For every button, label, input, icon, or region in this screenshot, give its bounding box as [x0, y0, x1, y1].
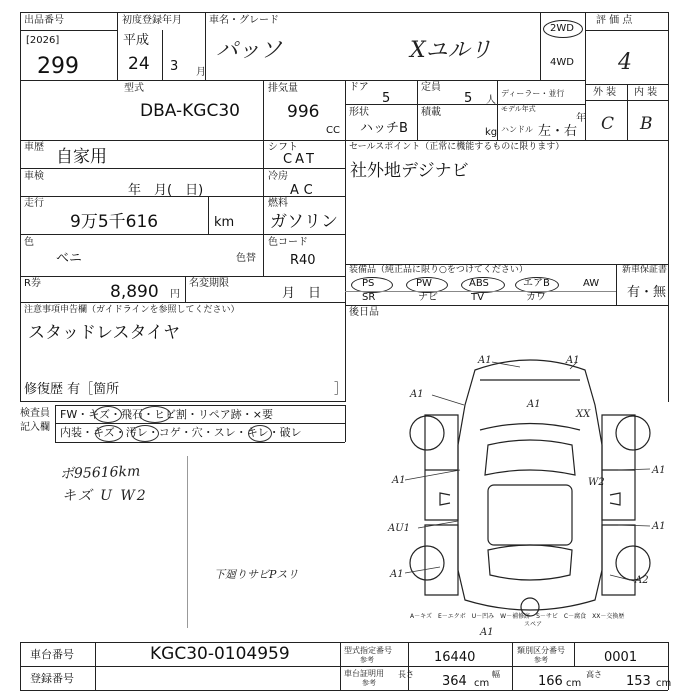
repaint-label: 色替: [236, 253, 256, 264]
reg-month: 3: [170, 59, 179, 74]
divider: [512, 642, 513, 690]
tax: 8,890: [110, 282, 159, 302]
hw-lower-note: 下廻りサビPスリ: [214, 568, 299, 581]
divider: [55, 405, 345, 406]
length-label: 長さ: [398, 670, 414, 679]
diagram-mark: A1: [392, 475, 406, 486]
notes-label: 注意事項申告欄（ガイドラインを参照してください）: [24, 305, 240, 315]
car-name: パッソ: [216, 38, 283, 63]
model-year-label: モデル年式: [501, 105, 536, 113]
equip-tv: TV: [471, 292, 484, 303]
type-cert-label: 型式指定番号: [344, 646, 392, 655]
cm-unit: cm: [474, 678, 490, 689]
hw-scratch-note: キズ U W2: [62, 488, 148, 504]
repair-history: 修復歴 有［箇所: [24, 382, 120, 397]
inspector-label-1: 検査員: [20, 408, 50, 419]
reg-label: 初度登録年月: [122, 15, 182, 26]
divider: [55, 442, 345, 443]
drive-2wd: 2WD: [550, 23, 574, 34]
divider: [55, 423, 345, 424]
diagram-mark: A1: [652, 465, 666, 476]
diagram-mark: A1: [566, 355, 580, 366]
frame-left: [20, 12, 21, 402]
displacement: 996: [287, 102, 320, 122]
divider: [20, 642, 668, 643]
era: 平成: [123, 33, 150, 48]
chassis-label: 車台番号: [30, 648, 74, 661]
diagram-mark: A2: [635, 575, 649, 586]
diagram-mark: XX: [576, 409, 591, 420]
divider: [20, 80, 585, 81]
model: DBA-KGC30: [140, 101, 240, 121]
capacity-unit: 人: [486, 95, 496, 106]
height-label: 高さ: [586, 670, 602, 679]
capacity: 5: [464, 91, 473, 106]
shift-label: シフト: [268, 142, 298, 153]
hw-odometer-note: ボ95616km: [59, 463, 141, 483]
divider: [20, 234, 345, 235]
diagram-mark: A1: [390, 569, 404, 580]
yen-unit: 円: [170, 289, 180, 300]
diagram-mark: A1: [480, 627, 494, 638]
diagram-mark: A1: [527, 399, 541, 410]
divider: [497, 80, 498, 140]
interior-label: 内 装: [634, 87, 658, 98]
cm-unit: cm: [566, 678, 582, 689]
exterior-label: 外 装: [593, 87, 617, 98]
tax-label: R券: [24, 278, 41, 289]
back-seat-label: 後日品: [349, 307, 379, 318]
mark-circle: [248, 425, 272, 442]
chassis: KGC30-0104959: [150, 644, 290, 664]
divider: [345, 405, 346, 442]
shift: CAT: [283, 152, 317, 167]
divider: [187, 456, 188, 628]
score-label: 評 価 点: [596, 15, 633, 26]
divider: [20, 302, 345, 303]
reg-number-label: 登録番号: [30, 672, 74, 685]
equip-pw: PW: [416, 278, 432, 289]
divider: [616, 264, 617, 306]
divider: [345, 140, 346, 402]
lot-label: 出品番号: [24, 15, 64, 26]
divider: [340, 666, 668, 667]
year-unit: 年: [576, 113, 586, 124]
cc-unit: CC: [326, 125, 340, 136]
ac: AC: [290, 183, 318, 198]
divider: [208, 196, 209, 234]
divider: [574, 642, 575, 666]
divider: [20, 30, 117, 31]
inspection-date: 年 月( 日): [128, 183, 204, 198]
divider: [185, 276, 186, 302]
doors-label: ドア: [349, 82, 369, 93]
spare-label: スペア: [524, 621, 543, 628]
type-cert: 16440: [434, 650, 476, 665]
divider: [345, 80, 346, 140]
ref-label: 参考: [534, 656, 548, 664]
equip-leather: カワ: [526, 292, 546, 303]
diagram-mark: A1: [652, 521, 666, 532]
color: ベニ: [56, 251, 83, 266]
handle-label: ハンドル: [501, 125, 533, 134]
sales-label: セールスポイント（正常に機能するものに限ります）: [349, 142, 565, 152]
equip-navi: ナビ: [418, 292, 438, 303]
divider: [95, 642, 96, 690]
mileage-label: 走行: [24, 198, 44, 209]
km-unit: km: [214, 215, 235, 230]
divider: [540, 12, 541, 80]
divider: [20, 642, 21, 690]
mileage: 9万5千616: [70, 212, 159, 232]
load-label: 積載: [421, 107, 441, 118]
divider: [408, 642, 409, 690]
grade: Xユルリ: [410, 38, 492, 63]
ref-label: 参考: [362, 679, 376, 687]
divider: [627, 84, 628, 140]
divider: [345, 291, 616, 292]
divider: [20, 690, 668, 691]
divider: [263, 140, 264, 276]
color-code: R40: [290, 253, 316, 268]
score: 4: [618, 50, 632, 75]
interior-grade: B: [640, 114, 653, 134]
divider: [263, 80, 264, 140]
body-label: 形状: [349, 107, 369, 118]
width: 166: [538, 674, 563, 689]
fuel-label: 燃料: [268, 198, 288, 209]
diagram-mark: AU1: [388, 523, 411, 534]
reg-year: 24: [128, 54, 150, 74]
history: 自家用: [56, 147, 107, 167]
width-label: 幅: [492, 670, 500, 679]
divider: [20, 401, 345, 402]
inspector-fw-row: FW・キズ・飛石・ヒビ割・リペア跡・×要: [60, 408, 273, 421]
month-unit: 月: [196, 67, 206, 78]
capacity-label: 定員: [421, 82, 441, 93]
warranty: 有・無: [627, 285, 667, 300]
name-change-label: 名変期限: [189, 278, 229, 289]
dealer-label: ディーラー・並行: [501, 89, 565, 98]
divider: [585, 30, 668, 31]
divider: [345, 305, 668, 306]
divider: [417, 80, 418, 140]
height: 153: [626, 674, 651, 689]
frame-right: [668, 12, 669, 402]
lot-code: [2026]: [26, 35, 60, 46]
name-label: 車名・グレード: [209, 15, 279, 26]
diagram-mark: W2: [588, 477, 605, 488]
equip-sr: SR: [362, 292, 376, 303]
history-label: 車歴: [24, 142, 44, 153]
handle: 左・右: [538, 124, 578, 139]
repair-close: ］: [334, 382, 348, 397]
divider: [117, 12, 118, 80]
equip-aw: AW: [583, 278, 600, 289]
equip-abs: ABS: [469, 278, 489, 289]
divider: [20, 276, 345, 277]
fuel: ガソリン: [270, 212, 338, 232]
ref-label: 参考: [360, 656, 374, 664]
drive-4wd: 4WD: [550, 57, 574, 68]
divider: [20, 666, 340, 667]
divider: [162, 30, 163, 80]
divider: [20, 168, 345, 169]
class-label: 類別区分番号: [517, 646, 565, 655]
color-code-label: 色コード: [268, 237, 308, 248]
body: ハッチB: [360, 121, 408, 136]
cm-unit: cm: [656, 678, 672, 689]
equipment-label: 装備品（純正品に限り○をつけてください）: [349, 265, 528, 275]
mark-circle: [94, 406, 122, 423]
length: 364: [442, 674, 467, 689]
kg-unit: kg: [485, 127, 498, 138]
equip-airbag: エアB: [523, 278, 550, 289]
displacement-label: 排気量: [268, 83, 298, 94]
warranty-label: 新車保証書: [622, 265, 668, 275]
diagram-legend: A－キズ E－エクボ U－凹み W－補修跡 S－サビ C－腐食 XX－交換歴: [410, 613, 625, 620]
mark-circle: [139, 406, 171, 423]
ac-label: 冷房: [268, 171, 288, 182]
model-label: 型式: [124, 83, 144, 94]
equip-ps: PS: [362, 278, 375, 289]
diagram-mark: A1: [478, 355, 492, 366]
size-label: 車台証明用: [344, 669, 384, 678]
lot-number: 299: [37, 54, 79, 79]
exterior-grade: C: [601, 114, 615, 134]
name-change-date: 月 日: [282, 286, 322, 301]
inspector-interior-row: 内装・キズ・汚レ・コゲ・穴・スレ・キレ・破レ: [60, 426, 302, 439]
inspector-label-2: 記入欄: [20, 422, 50, 433]
diagram-mark: A1: [410, 389, 424, 400]
inspection-label: 車検: [24, 171, 44, 182]
doors: 5: [382, 91, 391, 106]
color-label: 色: [24, 237, 34, 248]
divider: [20, 140, 668, 141]
class-number: 0001: [604, 650, 638, 665]
notes-text: スタッドレスタイヤ: [28, 323, 181, 343]
sales-text: 社外地デジナビ: [350, 161, 469, 181]
mark-circle: [131, 425, 159, 442]
mark-circle: [95, 425, 123, 442]
car-diagram: [380, 345, 680, 640]
